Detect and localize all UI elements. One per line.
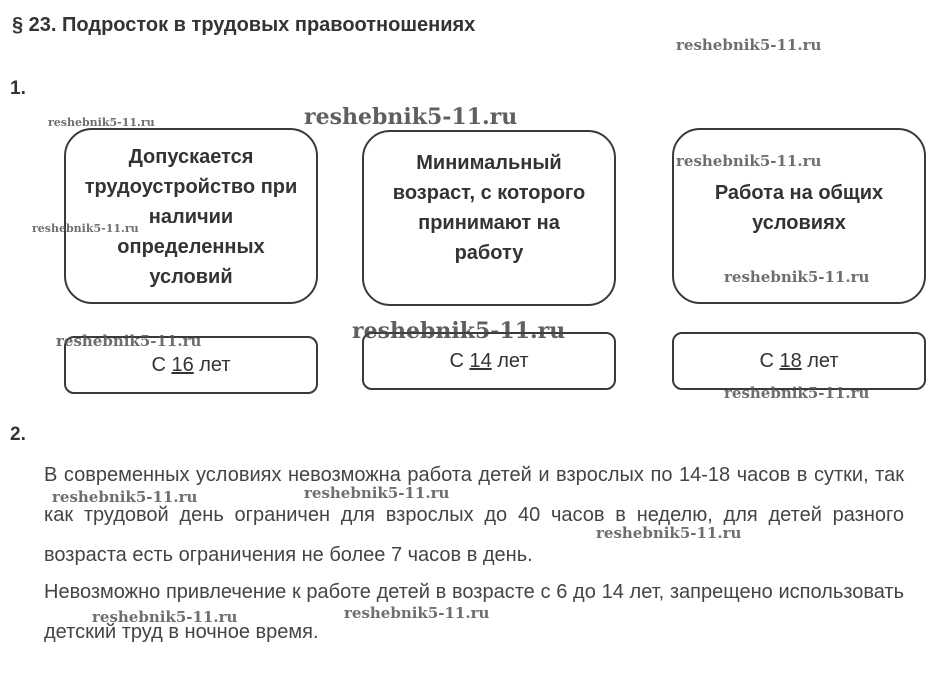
age-text-2: С 14 лет	[449, 349, 529, 372]
condition-text-1: Допускается трудоустройство при наличии определенных условий	[84, 146, 298, 288]
task-1-number: 1.	[10, 78, 26, 99]
answer-paragraph-1: В современных условиях невозможна работа детей и взрослых по 14-18 часов в сутки, так как трудовой день ограничен для взрослых до 40 часов в неделю, для детей разного возраста есть ограничения не более 7 часов в день.	[44, 464, 904, 566]
condition-text-2: Минимальный возраст, с которого принимают на работу	[392, 152, 586, 264]
watermark: reshebnik5-11.ru	[304, 484, 450, 502]
watermark: reshebnik5-11.ru	[352, 318, 566, 344]
age-text-3: С 18 лет	[759, 349, 839, 372]
watermark: reshebnik5-11.ru	[48, 116, 155, 129]
watermark: reshebnik5-11.ru	[92, 608, 238, 626]
age-text-1: С 16 лет	[151, 353, 231, 376]
watermark: reshebnik5-11.ru	[32, 222, 139, 235]
watermark: reshebnik5-11.ru	[304, 104, 518, 130]
answer-paragraph-2: Невозможно привлечение к работе детей в возрасте с 6 до 14 лет, запрещено использовать детский труд в ночное время.	[44, 581, 904, 643]
watermark: reshebnik5-11.ru	[344, 604, 490, 622]
watermark: reshebnik5-11.ru	[724, 268, 870, 286]
age-value-2: 14	[469, 349, 492, 372]
age-box-3	[672, 332, 926, 390]
condition-box-2	[362, 130, 616, 306]
watermark: reshebnik5-11.ru	[724, 384, 870, 402]
page-title: § 23. Подросток в трудовых правоотношениях	[12, 14, 476, 36]
task-2-number: 2.	[10, 424, 26, 445]
watermark: reshebnik5-11.ru	[52, 488, 198, 506]
watermark: reshebnik5-11.ru	[676, 152, 822, 170]
watermark: reshebnik5-11.ru	[56, 332, 202, 350]
age-value-1: 16	[171, 353, 194, 376]
condition-text-3: Работа на общих условиях	[714, 182, 884, 234]
watermark: reshebnik5-11.ru	[596, 524, 742, 542]
watermark: reshebnik5-11.ru	[676, 36, 822, 54]
age-value-3: 18	[779, 349, 802, 372]
condition-box-1	[64, 128, 318, 304]
